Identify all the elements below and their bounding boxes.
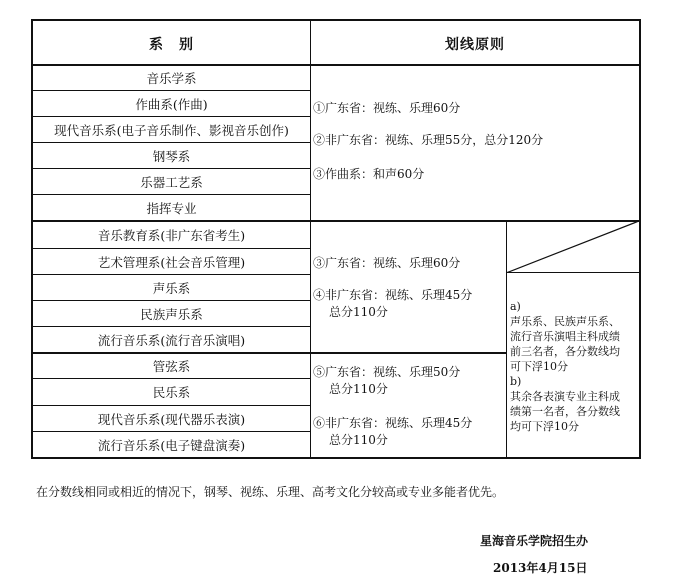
diagonal-slash xyxy=(506,221,639,273)
rule-line: ①广东省：视练、乐理60分 xyxy=(313,101,461,115)
department-cell: 钢琴系 xyxy=(152,148,191,164)
department-cell: 民乐系 xyxy=(152,385,191,400)
department-cell: 指挥专业 xyxy=(146,200,197,216)
department-cell: 声乐系 xyxy=(152,280,191,296)
rule-line: ⑥非广东省：视练、乐理45分 xyxy=(313,416,473,430)
department-cell: 现代音乐系(现代器乐表演) xyxy=(97,411,246,427)
note-line: 其余各表演专业主科成 xyxy=(510,390,620,403)
note-line: a) xyxy=(510,300,521,313)
department-cell: 音乐教育系(非广东省考生) xyxy=(97,228,246,243)
column-divider xyxy=(310,21,311,457)
score-line-table xyxy=(31,19,641,459)
float-note xyxy=(510,299,638,434)
note-line: 流行音乐演唱主科成绩 xyxy=(510,330,620,343)
rule-line: 总分110分 xyxy=(329,382,388,396)
signature-date: 2013年4月15日 xyxy=(493,561,588,575)
department-cell: 民族声乐系 xyxy=(140,306,203,322)
footer-note: 在分数线相同或相近的情况下，钢琴、视练、乐理、高考文化分较高或专业多能者优先。 xyxy=(36,485,505,499)
department-cell: 艺术管理系(社会音乐管理) xyxy=(97,254,246,270)
rule-line: ③广东省：视练、乐理60分 xyxy=(313,256,461,270)
note-line: 前三名者，各分数线均 xyxy=(510,345,620,358)
rule-line: ②非广东省：视练、乐理55分，总分120分 xyxy=(313,133,544,147)
department-cell: 作曲系(作曲) xyxy=(135,96,208,112)
rule-line: ⑤广东省：视练、乐理50分 xyxy=(313,365,461,379)
rule-line: 总分110分 xyxy=(329,305,388,319)
note-line: 绩第一名者，各分数线 xyxy=(510,405,620,418)
department-cell: 乐器工艺系 xyxy=(140,174,203,190)
rule-line: ④非广东省：视练、乐理45分 xyxy=(313,288,473,302)
rule-line: 总分110分 xyxy=(329,433,388,447)
note-line: 均可下浮10分 xyxy=(510,420,579,433)
department-cell: 现代音乐系(电子音乐制作、影视音乐创作) xyxy=(54,122,289,138)
department-cell: 管弦系 xyxy=(152,359,191,374)
rule-line: ③作曲系：和声60分 xyxy=(313,167,425,181)
note-line: 声乐系、民族声乐系、 xyxy=(510,315,620,328)
header-department: 系 别 xyxy=(149,36,194,53)
department-cell: 音乐学系 xyxy=(146,70,197,86)
note-line: b) xyxy=(510,375,522,388)
department-cell: 流行音乐系(流行音乐演唱) xyxy=(97,332,246,348)
signature-org: 星海音乐学院招生办 xyxy=(480,534,589,548)
note-line: 可下浮10分 xyxy=(510,360,568,373)
department-cell: 流行音乐系(电子键盘演奏) xyxy=(97,437,246,453)
header-rule: 划线原则 xyxy=(445,36,505,53)
